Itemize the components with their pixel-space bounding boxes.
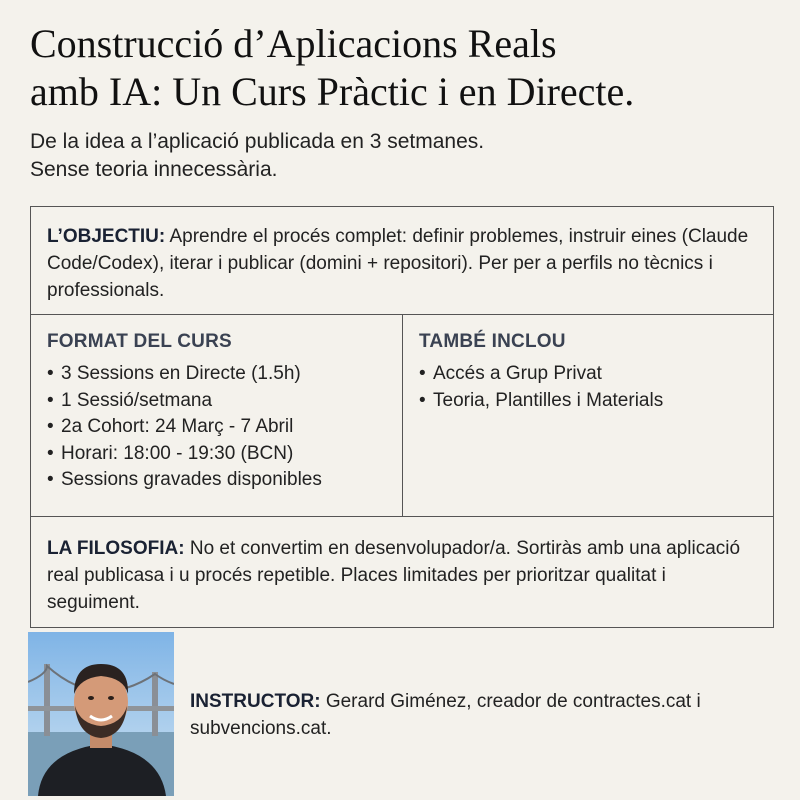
subtitle-line-1: De la idea a l’aplicació publicada en 3 setmanes. bbox=[30, 130, 485, 153]
objective-section bbox=[31, 207, 773, 315]
list-item: • 1 Sessió/setmana bbox=[47, 388, 386, 415]
bullet-icon: • bbox=[47, 389, 54, 411]
title-line-2: amb IA: Un Curs Pràctic i en Directe. bbox=[30, 69, 635, 114]
philosophy-paragraph bbox=[47, 535, 757, 616]
instructor-text: Gerard Giménez, creador de contractes.cat i subvencions.cat. bbox=[190, 691, 701, 739]
bullet-icon: • bbox=[47, 469, 54, 490]
objective-text: Aprendre el procés complet: definir problemes, instruir eines (Claude Code/Codex), iterar i publicar (domini + repositori). Per per a perfils no tècnics i professionals. bbox=[47, 226, 749, 301]
course-info-box bbox=[30, 206, 774, 628]
subtitle-line-2: Sense teoria innecessària. bbox=[30, 158, 278, 181]
bullet-icon: • bbox=[47, 442, 54, 464]
includes-column bbox=[403, 315, 775, 516]
format-heading: FORMAT DEL CURS bbox=[47, 331, 232, 352]
list-item: • 2a Cohort: 24 Març - 7 Abril bbox=[47, 414, 386, 441]
bullet-icon: • bbox=[419, 389, 426, 411]
bullet-icon: • bbox=[419, 363, 426, 384]
instructor-photo-image bbox=[28, 632, 174, 796]
page-title bbox=[30, 20, 780, 116]
list-item: • 3 Sessions en Directe (1.5h) bbox=[47, 361, 386, 388]
objective-label: L’OBJECTIU: bbox=[47, 226, 166, 247]
instructor-info bbox=[190, 688, 780, 742]
format-section bbox=[31, 315, 773, 517]
list-item: • Horari: 18:00 - 19:30 (BCN) bbox=[47, 441, 386, 468]
title-line-1: Construcció d’Aplicacions Reals bbox=[30, 21, 557, 66]
philosophy-text: No et convertim en desenvolupador/a. Sortiràs amb una aplicació real publicasa i u procés repetible. Places limitades per prioritzar qualitat i seguiment. bbox=[47, 538, 741, 613]
includes-list bbox=[419, 361, 759, 414]
objective-paragraph bbox=[47, 223, 757, 304]
subtitle bbox=[30, 128, 770, 184]
bullet-icon: • bbox=[47, 416, 54, 437]
instructor-label: INSTRUCTOR: bbox=[190, 691, 321, 712]
list-item: • Teoria, Plantilles i Materials bbox=[419, 388, 759, 415]
list-item: • Accés a Grup Privat bbox=[419, 361, 759, 388]
philosophy-label: LA FILOSOFIA: bbox=[47, 538, 185, 559]
instructor-photo bbox=[28, 632, 174, 796]
list-item: • Sessions gravades disponibles bbox=[47, 467, 386, 494]
format-list bbox=[47, 361, 386, 494]
includes-heading: TAMBÉ INCLOU bbox=[419, 331, 566, 352]
philosophy-section bbox=[31, 517, 773, 628]
format-column bbox=[31, 315, 403, 516]
bullet-icon: • bbox=[47, 363, 54, 384]
